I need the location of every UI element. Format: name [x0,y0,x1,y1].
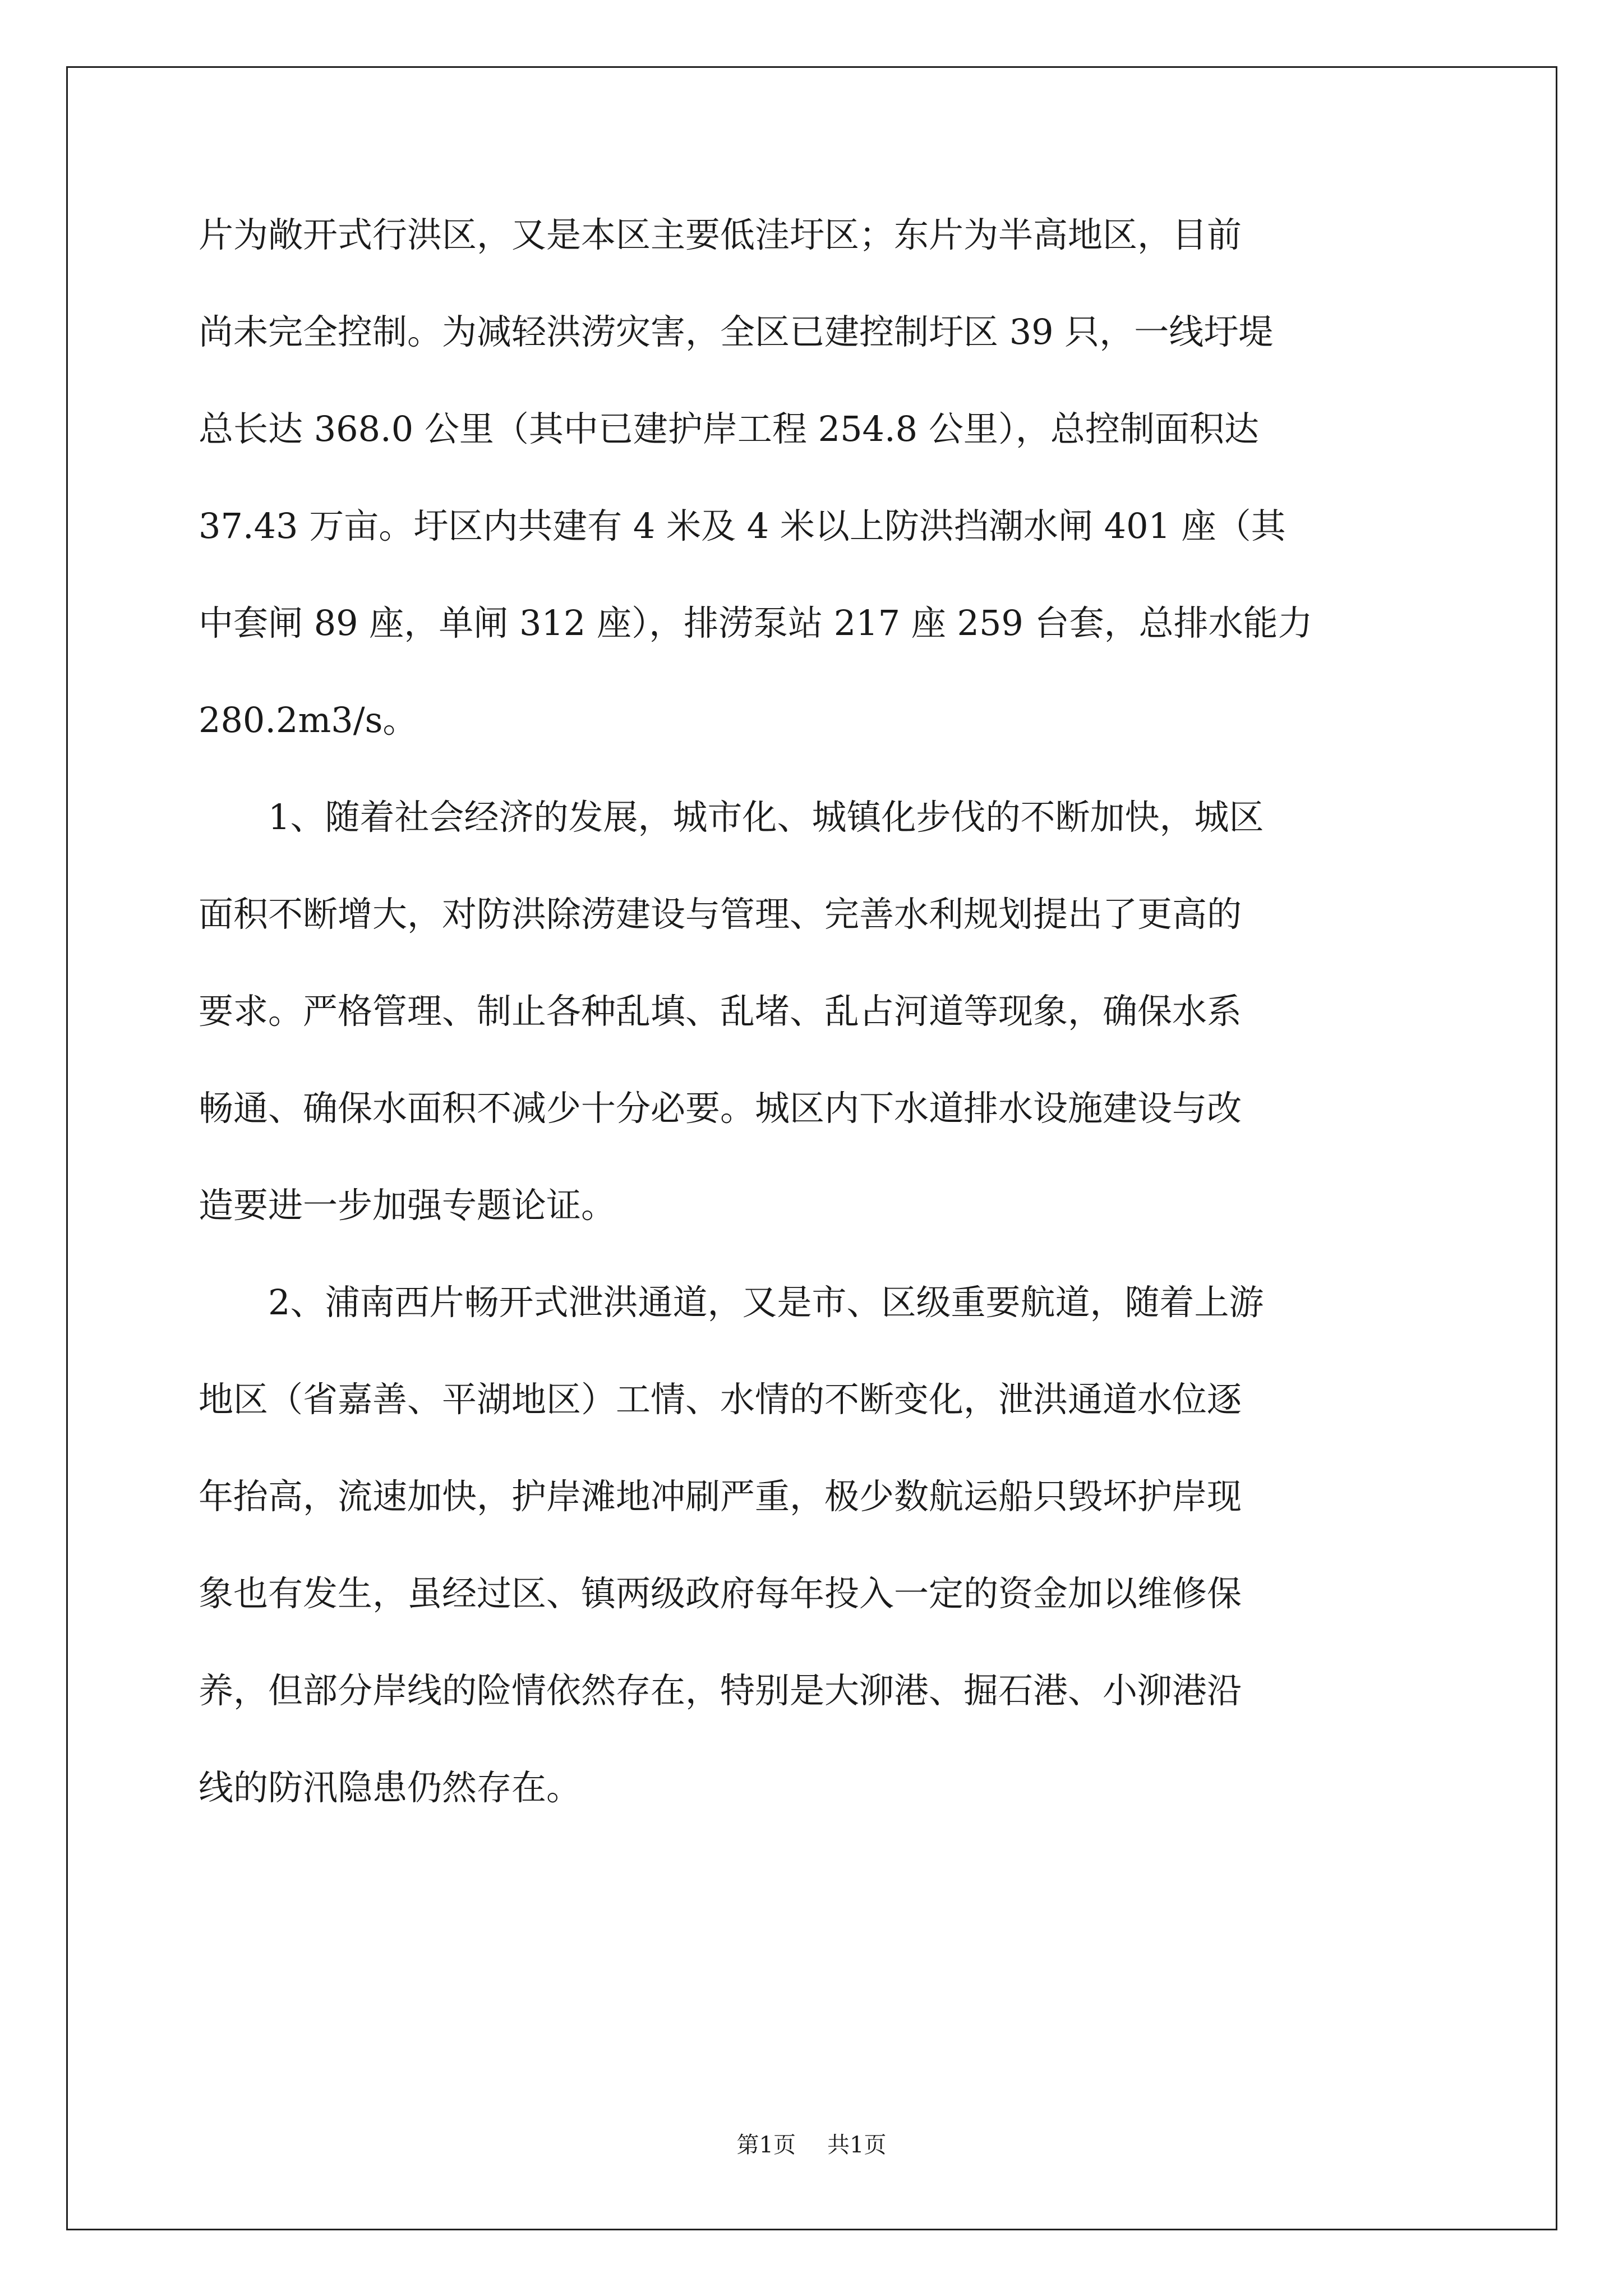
text-line: 总长达 368.0 公里（其中已建护岸工程 254.8 公里），总控制面积达 [199,408,1259,449]
text-line: 片为敞开式行洪区，又是本区主要低洼圩区；东片为半高地区，目前 [199,214,1242,255]
text-line: 尚未完全控制。为减轻洪涝灾害，全区已建控制圩区 39 只，一线圩堤 [199,311,1274,352]
text-line: 象也有发生，虽经过区、镇两级政府每年投入一定的资金加以维修保 [199,1573,1242,1614]
text-line: 280.2m3/s。 [199,700,418,740]
text-line: 养，但部分岸线的险情依然存在，特别是大泖港、掘石港、小泖港沿 [199,1670,1242,1711]
text-line: 2、浦南西片畅开式泄洪通道，又是市、区级重要航道，随着上游 [268,1282,1264,1323]
text-line: 地区（省嘉善、平湖地区）工情、水情的不断变化，泄洪通道水位逐 [199,1379,1242,1420]
text-line: 面积不断增大，对防洪除涝建设与管理、完善水利规划提出了更高的 [199,894,1242,935]
text-line: 线的防汛隐患仍然存在。 [199,1767,582,1808]
document-body [199,186,1432,1836]
text-line: 中套闸 89 座，单闸 312 座），排涝泵站 217 座 259 台套，总排水能力 [199,602,1313,643]
text-line: 畅通、确保水面积不减少十分必要。城区内下水道排水设施建设与改 [199,1088,1242,1129]
page-total: 共1页 [827,2132,887,2158]
text-line: 造要进一步加强专题论证。 [199,1185,616,1226]
page-footer [0,2127,1623,2159]
page-number: 第1页 [736,2132,796,2158]
text-line: 1、随着社会经济的发展，城市化、城镇化步伐的不断加快，城区 [268,797,1264,838]
text-line: 37.43 万亩。圩区内共建有 4 米及 4 米以上防洪挡潮水闸 401 座（其 [199,505,1286,546]
text-line: 年抬高，流速加快，护岸滩地冲刷严重，极少数航运船只毁坏护岸现 [199,1476,1242,1517]
text-line: 要求。严格管理、制止各种乱填、乱堵、乱占河道等现象，确保水系 [199,991,1242,1032]
